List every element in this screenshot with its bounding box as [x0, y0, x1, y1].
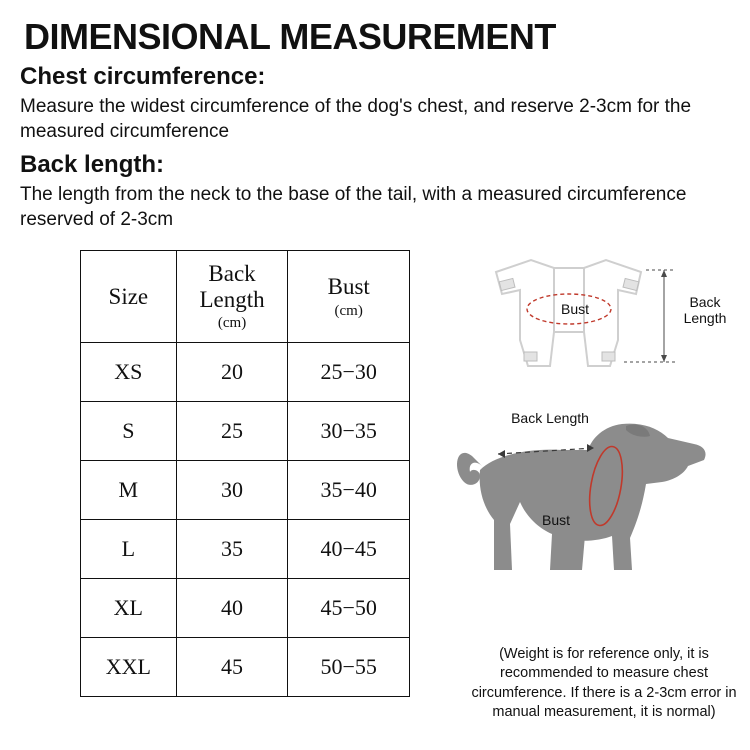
coat-bust-label: Bust [560, 301, 589, 318]
table-row [81, 343, 410, 402]
table-header-row [81, 251, 410, 343]
size-table-wrap [80, 250, 422, 697]
cell-bust: 50−55 [288, 638, 410, 697]
section-body-chest: Measure the widest circumference of the dog's chest, and reserve 2-3cm for the measured circumference [20, 95, 692, 142]
cell-back-length: 20 [176, 343, 288, 402]
cell-bust: 25−30 [288, 343, 410, 402]
coat-diagram [436, 254, 736, 394]
column-header-size [81, 251, 177, 343]
coat-back-length-label: Back Length [683, 294, 727, 327]
dog-diagram [436, 404, 736, 589]
table-row [81, 520, 410, 579]
section-heading-back: Back length: [20, 150, 165, 178]
dog-diagram-svg [436, 404, 736, 589]
column-header-back-length-unit: (cm) [217, 315, 247, 332]
cell-size: M [81, 461, 177, 520]
reference-note: (Weight is for reference only, it is recommended to measure chest circumference. If there is a 2-3cm error in manual measurement, it is normal) [471, 645, 737, 721]
section-body-back: The length from the neck to the base of the tail, with a measured circumference reserved of 2-3cm [20, 183, 687, 231]
column-header-size-label: Size [108, 283, 149, 309]
table-row [81, 638, 410, 697]
size-chart-table [80, 250, 410, 697]
column-header-bust-label: Bust [327, 273, 370, 299]
cell-size: XS [81, 343, 177, 402]
table-header [81, 251, 410, 343]
cell-back-length: 40 [176, 579, 288, 638]
column-header-back-length [176, 251, 288, 343]
dog-back-length-label: Back Length [511, 410, 589, 427]
cell-size: S [81, 402, 177, 461]
table-body [81, 343, 410, 697]
illustrations [432, 246, 732, 697]
cell-back-length: 45 [176, 638, 288, 697]
page-title: DIMENSIONAL MEASUREMENT [24, 16, 556, 57]
column-header-bust [288, 251, 410, 343]
cell-bust: 30−35 [288, 402, 410, 461]
table-row [81, 461, 410, 520]
dog-bust-label: Bust [541, 512, 570, 529]
cell-bust: 35−40 [288, 461, 410, 520]
cell-back-length: 35 [176, 520, 288, 579]
column-header-bust-unit: (cm) [334, 302, 363, 319]
table-row [81, 579, 410, 638]
lower-content [18, 246, 732, 697]
cell-size: XXL [81, 638, 177, 697]
column-header-back-length-label: Back Length [199, 260, 265, 312]
cell-back-length: 25 [176, 402, 288, 461]
table-row [81, 402, 410, 461]
cell-bust: 40−45 [288, 520, 410, 579]
cell-size: XL [81, 579, 177, 638]
cell-bust: 45−50 [288, 579, 410, 638]
cell-size: L [81, 520, 177, 579]
cell-back-length: 30 [176, 461, 288, 520]
section-heading-chest: Chest circumference: [20, 62, 266, 90]
